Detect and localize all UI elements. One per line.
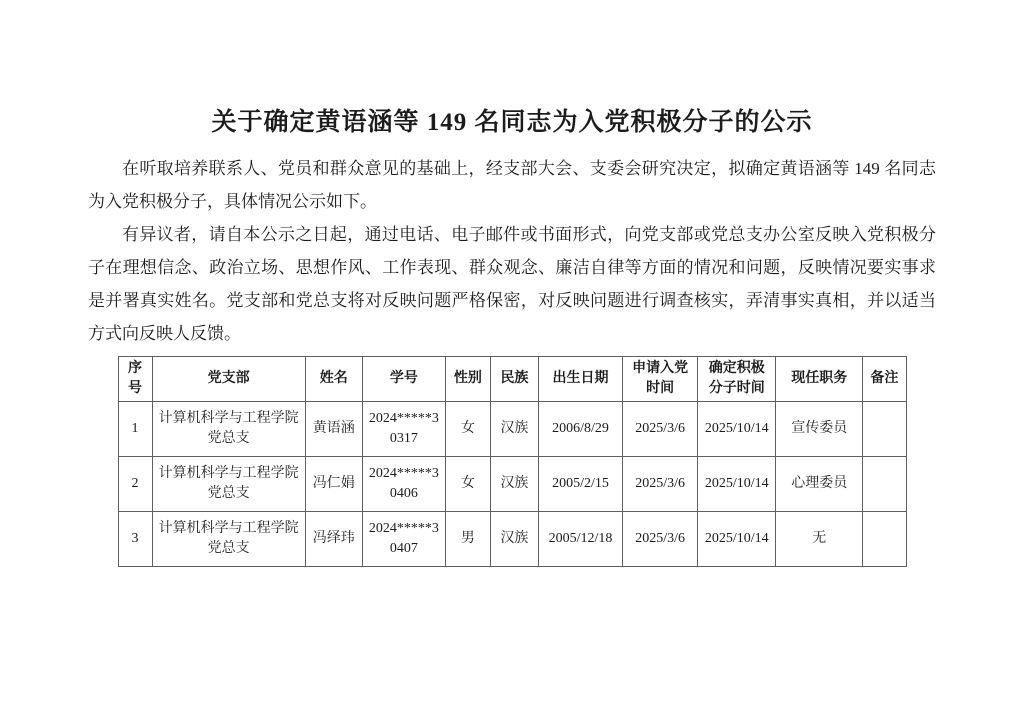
- paragraph-objection: 有异议者，请自本公示之日起，通过电话、电子邮件或书面形式，向党支部或党总支办公室反映入党积极分子在理想信念、政治立场、思想作风、工作表现、群众观念、廉洁自律等方面的情况和问题，反映情况要实事求是并署真实姓名。党支部和党总支将对反映问题严格保密，对反映问题进行调查核实，弄清事实真相，并以适当方式向反映人反馈。: [88, 225, 936, 343]
- cell-index: 1: [118, 402, 152, 457]
- cell-party-branch: 计算机科学与工程学院党总支: [152, 402, 305, 457]
- cell-birth-date: 2005/12/18: [538, 512, 622, 567]
- cell-student-id: 2024*****30317: [362, 402, 445, 457]
- col-header-current-position: 现任职务: [776, 357, 863, 402]
- cell-name: 冯绎玮: [305, 512, 362, 567]
- cell-confirmation-date: 2025/10/14: [698, 512, 776, 567]
- cell-party-branch: 计算机科学与工程学院党总支: [152, 512, 305, 567]
- table-header-row: [118, 357, 906, 402]
- cell-confirmation-date: 2025/10/14: [698, 457, 776, 512]
- col-header-ethnicity: 民族: [490, 357, 538, 402]
- cell-remarks: [863, 402, 906, 457]
- activists-table: [118, 356, 907, 567]
- paragraph-intro: 在听取培养联系人、党员和群众意见的基础上，经支部大会、支委会研究决定，拟确定黄语涵等 149 名同志为入党积极分子，具体情况公示如下。: [88, 159, 936, 211]
- col-header-remarks: 备注: [863, 357, 906, 402]
- cell-current-position: 宣传委员: [776, 402, 863, 457]
- cell-birth-date: 2005/2/15: [538, 457, 622, 512]
- cell-remarks: [863, 512, 906, 567]
- cell-application-date: 2025/3/6: [623, 402, 698, 457]
- cell-gender: 女: [445, 457, 490, 512]
- cell-name: 黄语涵: [305, 402, 362, 457]
- cell-index: 3: [118, 512, 152, 567]
- col-header-name: 姓名: [305, 357, 362, 402]
- cell-remarks: [863, 457, 906, 512]
- cell-gender: 女: [445, 402, 490, 457]
- table-row: [118, 512, 906, 567]
- cell-gender: 男: [445, 512, 490, 567]
- cell-ethnicity: 汉族: [490, 512, 538, 567]
- page-title: 关于确定黄语涵等 149 名同志为入党积极分子的公示: [211, 109, 813, 136]
- cell-student-id: 2024*****30407: [362, 512, 445, 567]
- col-header-gender: 性别: [445, 357, 490, 402]
- cell-ethnicity: 汉族: [490, 402, 538, 457]
- cell-student-id: 2024*****30406: [362, 457, 445, 512]
- cell-confirmation-date: 2025/10/14: [698, 402, 776, 457]
- cell-current-position: 心理委员: [776, 457, 863, 512]
- col-header-birth-date: 出生日期: [538, 357, 622, 402]
- table-row: [118, 457, 906, 512]
- table-row: [118, 402, 906, 457]
- col-header-confirmation-date: 确定积极分子时间: [698, 357, 776, 402]
- cell-ethnicity: 汉族: [490, 457, 538, 512]
- cell-application-date: 2025/3/6: [623, 512, 698, 567]
- cell-name: 冯仁娟: [305, 457, 362, 512]
- cell-party-branch: 计算机科学与工程学院党总支: [152, 457, 305, 512]
- cell-application-date: 2025/3/6: [623, 457, 698, 512]
- cell-birth-date: 2006/8/29: [538, 402, 622, 457]
- cell-current-position: 无: [776, 512, 863, 567]
- col-header-student-id: 学号: [362, 357, 445, 402]
- document-page: [88, 0, 936, 567]
- col-header-index: 序号: [118, 357, 152, 402]
- col-header-application-date: 申请入党时间: [623, 357, 698, 402]
- cell-index: 2: [118, 457, 152, 512]
- col-header-party-branch: 党支部: [152, 357, 305, 402]
